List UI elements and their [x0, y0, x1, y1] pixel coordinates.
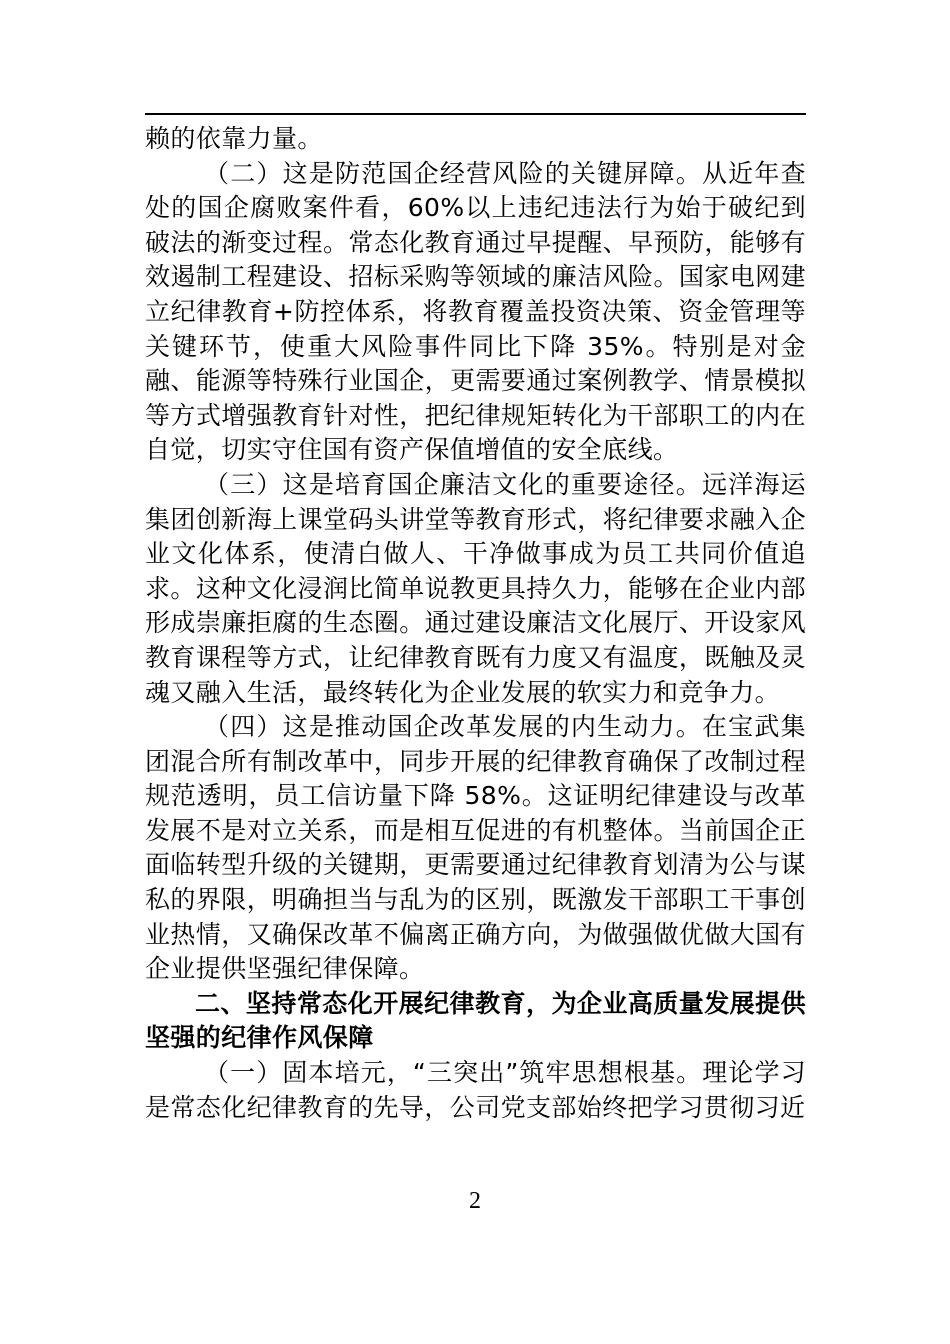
paragraph-subsection-1: （一）固本培元，“三突出”筑牢思想根基。理论学习是常态化纪律教育的先导，公司党支部始终把学习贯彻习近: [145, 1058, 806, 1122]
paragraph-continuation: 赖的依靠力量。: [145, 124, 323, 153]
page-number: 2: [469, 1188, 481, 1214]
paragraph-section-2: （二）这是防范国企经营风险的关键屏障。从近年查处的国企腐败案件看，60%以上违纪违法行为始于破纪到破法的渐变过程。常态化教育通过早提醒、早预防，能够有效遏制工程建设、招标采购等领域的廉洁风险。国家电网建立纪律教育+防控体系，将教育覆盖投资决策、资金管理等关键环节，使重大风险事件同比下降 35%。特别是对金融、能源等特殊行业国企，更需要通过案例教学、情景模拟等方式增强教育针对性，把纪律规矩转化为干部职工的内在自觉，切实守住国有资产保值增值的安全底线。: [145, 158, 806, 465]
header-rule: [145, 113, 806, 115]
section-heading-2: 二、坚持常态化开展纪律教育，为企业高质量发展提供坚强的纪律作风保障: [145, 988, 806, 1053]
document-body: [145, 122, 806, 1125]
paragraph-section-4: （四）这是推动国企改革发展的内生动力。在宝武集团混合所有制改革中，同步开展的纪律教育确保了改制过程规范透明，员工信访量下降 58%。这证明纪律建设与改革发展不是对立关系，而是相互促进的有机整体。当前国企正面临转型升级的关键期，更需要通过纪律教育划清为公与谋私的界限，明确担当与乱为的区别，既激发干部职工干事创业热情，又确保改革不偏离正确方向，为做强做优做大国有企业提供坚强纪律保障。: [145, 712, 806, 984]
paragraph-section-3: （三）这是培育国企廉洁文化的重要途径。远洋海运集团创新海上课堂码头讲堂等教育形式，将纪律要求融入企业文化体系，使清白做人、干净做事成为员工共同价值追求。这种文化浸润比简单说教更具持久力，能够在企业内部形成崇廉拒腐的生态圈。通过建设廉洁文化展厅、开设家风教育课程等方式，让纪律教育既有力度又有温度，既触及灵魂又融入生活，最终转化为企业发展的软实力和竞争力。: [145, 469, 806, 707]
